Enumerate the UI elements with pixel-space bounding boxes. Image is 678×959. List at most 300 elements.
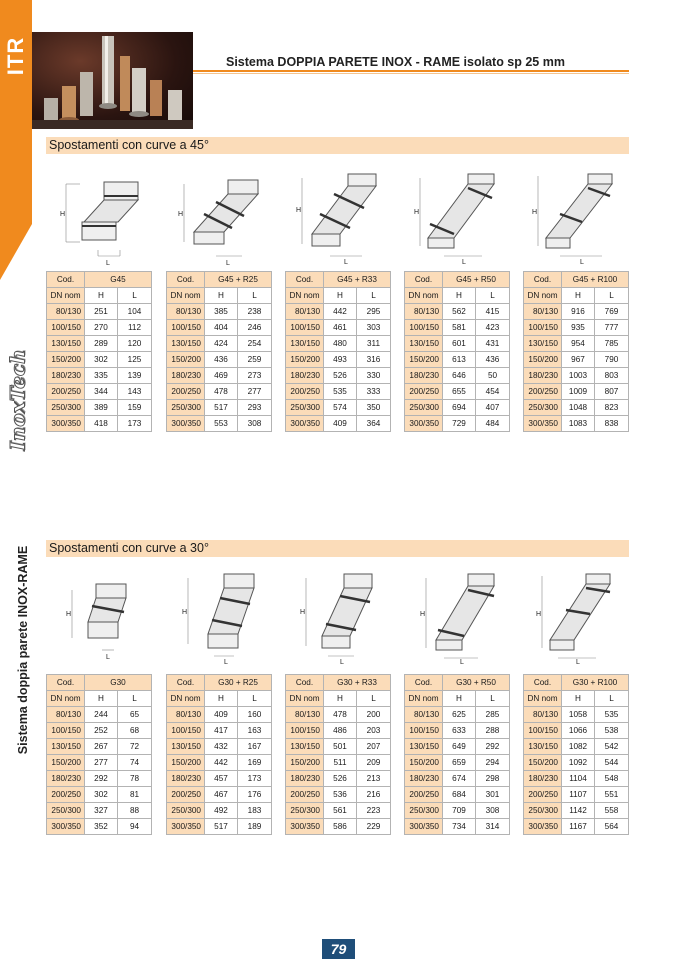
table-cell: 207 (357, 739, 391, 755)
table-cell: 150/200 (167, 755, 205, 771)
table-cell: 150/200 (405, 352, 443, 368)
table-cell: G30 + R25 (205, 675, 272, 691)
table-cell: 694 (443, 400, 476, 416)
table-cell: 352 (85, 819, 118, 835)
table-cell: 493 (324, 352, 357, 368)
table-row (167, 352, 272, 368)
table-cell: 180/230 (524, 771, 562, 787)
table-cell: 100/150 (167, 723, 205, 739)
table-cell: DN nom (405, 691, 443, 707)
table-cell: 200/250 (167, 384, 205, 400)
table-row (167, 819, 272, 835)
table-row (524, 368, 629, 384)
table-cell: 442 (205, 755, 238, 771)
table-row (286, 352, 391, 368)
table-row (524, 400, 629, 416)
diagram-g30 (64, 576, 150, 668)
table-row (167, 336, 272, 352)
table-cell: 173 (118, 416, 152, 432)
table-cell: DN nom (47, 288, 85, 304)
table-cell: 501 (324, 739, 357, 755)
table-cell: 173 (238, 771, 272, 787)
diagram-h-label: H (300, 609, 306, 616)
table-row (524, 352, 629, 368)
table-cell: 469 (205, 368, 238, 384)
table-cell: 130/150 (286, 739, 324, 755)
table-cell: Cod. (167, 675, 205, 691)
diagram-g45-r50 (412, 172, 498, 264)
table-cell: DN nom (286, 691, 324, 707)
table-cell: 1082 (562, 739, 595, 755)
table-cell: H (562, 691, 595, 707)
table-row (524, 416, 629, 432)
diagram-l-label: L (106, 260, 110, 267)
table-row (167, 803, 272, 819)
table-cell: 273 (238, 368, 272, 384)
table-row (47, 771, 152, 787)
table-cell: 300/350 (524, 416, 562, 432)
table-cell: 292 (85, 771, 118, 787)
table-cell: 180/230 (524, 368, 562, 384)
page-header-title: Sistema DOPPIA PARETE INOX - RAME isolato sp 25 mm (226, 55, 565, 69)
table-cell: 120 (118, 336, 152, 352)
table-cell: 418 (85, 416, 118, 432)
table-cell: 167 (238, 739, 272, 755)
table-cell: 251 (85, 304, 118, 320)
table-cell: 289 (85, 336, 118, 352)
table-cell: 293 (238, 400, 272, 416)
table-cell: 330 (357, 368, 391, 384)
table-cell: 655 (443, 384, 476, 400)
table-row (47, 416, 152, 432)
table-row (524, 384, 629, 400)
table-cell: 259 (238, 352, 272, 368)
table-g30-r25 (166, 674, 272, 835)
table-cell: 389 (85, 400, 118, 416)
table-row (47, 723, 152, 739)
table-row (286, 336, 391, 352)
table-cell: 536 (324, 787, 357, 803)
table-row (405, 416, 510, 432)
table-cell: 72 (118, 739, 152, 755)
header-rule (193, 70, 629, 72)
table-cell: 461 (324, 320, 357, 336)
table-cell: H (205, 691, 238, 707)
table-row (286, 755, 391, 771)
table-cell: G45 (85, 272, 152, 288)
table-row (47, 819, 152, 835)
table-g45-r25 (166, 271, 272, 432)
diagram-g45 (58, 176, 144, 268)
table-cell: 78 (118, 771, 152, 787)
table-cell: 478 (205, 384, 238, 400)
vertical-section-title: Sistema doppia parete INOX-RAME (16, 545, 30, 755)
table-g45 (46, 271, 152, 432)
table-cell: 333 (357, 384, 391, 400)
table-row (405, 771, 510, 787)
table-cell: 200/250 (524, 384, 562, 400)
table-row (286, 723, 391, 739)
table-cell: 308 (238, 416, 272, 432)
table-cell: 344 (85, 384, 118, 400)
table-cell: DN nom (405, 288, 443, 304)
table-cell: 50 (476, 368, 510, 384)
table-cell: Cod. (524, 675, 562, 691)
table-cell: 160 (238, 707, 272, 723)
table-cell: 176 (238, 787, 272, 803)
table-cell: 542 (595, 739, 629, 755)
table-cell: 238 (238, 304, 272, 320)
table-cell: 203 (357, 723, 391, 739)
table-row (47, 336, 152, 352)
table-row (286, 384, 391, 400)
table-cell: 180/230 (286, 368, 324, 384)
table-cell: 150/200 (405, 755, 443, 771)
table-cell: 1167 (562, 819, 595, 835)
table-row (405, 755, 510, 771)
table-cell: 564 (595, 819, 629, 835)
table-cell: 81 (118, 787, 152, 803)
table-cell: 163 (238, 723, 272, 739)
table-cell: 150/200 (167, 352, 205, 368)
table-cell: 1107 (562, 787, 595, 803)
table-cell: L (238, 288, 272, 304)
table-row (405, 400, 510, 416)
table-cell: 200/250 (405, 787, 443, 803)
table-cell: 535 (595, 707, 629, 723)
table-cell: 130/150 (167, 336, 205, 352)
table-row (167, 787, 272, 803)
table-cell: 200/250 (47, 787, 85, 803)
table-row (286, 368, 391, 384)
diagram-l-label: L (224, 659, 228, 664)
table-cell: 250/300 (47, 803, 85, 819)
table-cell: 954 (562, 336, 595, 352)
table-cell: 150/200 (524, 352, 562, 368)
section-band-30 (46, 540, 629, 557)
table-cell: G45 + R50 (443, 272, 510, 288)
table-cell: Cod. (405, 272, 443, 288)
table-cell: 790 (595, 352, 629, 368)
table-cell: 916 (562, 304, 595, 320)
table-row (405, 384, 510, 400)
table-row (524, 787, 629, 803)
table-cell: 1104 (562, 771, 595, 787)
table-cell: 130/150 (524, 336, 562, 352)
table-cell: 130/150 (47, 739, 85, 755)
table-cell: 200/250 (167, 787, 205, 803)
table-row (167, 304, 272, 320)
table-cell: DN nom (167, 691, 205, 707)
table-cell: 250/300 (167, 400, 205, 416)
table-cell: L (357, 288, 391, 304)
table-row (47, 739, 152, 755)
chimney-pipes-photo (32, 32, 193, 129)
table-row (524, 723, 629, 739)
table-cell: 250/300 (524, 803, 562, 819)
table-cell: 586 (324, 819, 357, 835)
table-cell: 200/250 (524, 787, 562, 803)
table-cell: 935 (562, 320, 595, 336)
table-cell: 350 (357, 400, 391, 416)
table-cell: 250/300 (286, 803, 324, 819)
table-cell: 295 (357, 304, 391, 320)
table-cell: 68 (118, 723, 152, 739)
table-cell: H (85, 288, 118, 304)
table-cell: 213 (357, 771, 391, 787)
table-cell: 180/230 (47, 368, 85, 384)
table-cell: 409 (205, 707, 238, 723)
table-row (47, 352, 152, 368)
table-cell: 601 (443, 336, 476, 352)
table-cell: 180/230 (286, 771, 324, 787)
table-cell: 250/300 (405, 400, 443, 416)
table-cell: 302 (85, 352, 118, 368)
table-cell: 558 (595, 803, 629, 819)
table-cell: 526 (324, 771, 357, 787)
table-row (286, 803, 391, 819)
section-title-45: Spostamenti con curve a 45° (49, 138, 209, 152)
table-cell: 308 (476, 803, 510, 819)
table-cell: 511 (324, 755, 357, 771)
table-cell: H (562, 288, 595, 304)
table-cell: 553 (205, 416, 238, 432)
table-cell: 300/350 (47, 819, 85, 835)
diagram-h-label: H (420, 611, 426, 618)
table-cell: 267 (85, 739, 118, 755)
table-cell: 100/150 (524, 320, 562, 336)
diagram-h-label: H (60, 211, 66, 218)
table-cell: 454 (476, 384, 510, 400)
table-cell: 562 (443, 304, 476, 320)
table-row (286, 400, 391, 416)
table-cell: 633 (443, 723, 476, 739)
table-cell: 364 (357, 416, 391, 432)
table-cell: 581 (443, 320, 476, 336)
table-cell: 517 (205, 400, 238, 416)
table-row (47, 320, 152, 336)
table-cell: 277 (85, 755, 118, 771)
diagram-g30-r50 (418, 572, 504, 664)
table-cell: L (357, 691, 391, 707)
table-row (47, 368, 152, 384)
table-cell: 300/350 (405, 819, 443, 835)
table-cell: 478 (324, 707, 357, 723)
table-row (286, 739, 391, 755)
table-cell: 1048 (562, 400, 595, 416)
table-cell: 100/150 (286, 320, 324, 336)
table-cell: 150/200 (47, 755, 85, 771)
table-cell: 288 (476, 723, 510, 739)
table-cell: G45 + R33 (324, 272, 391, 288)
table-cell: 404 (205, 320, 238, 336)
table-cell: 244 (85, 707, 118, 723)
table-cell: 150/200 (47, 352, 85, 368)
table-cell: Cod. (286, 272, 324, 288)
table-cell: 823 (595, 400, 629, 416)
table-cell: 250/300 (167, 803, 205, 819)
table-cell: L (238, 691, 272, 707)
table-cell: 80/130 (405, 304, 443, 320)
table-cell: 838 (595, 416, 629, 432)
table-row (47, 400, 152, 416)
table-cell: 1142 (562, 803, 595, 819)
table-cell: H (443, 288, 476, 304)
table-cell: 189 (238, 819, 272, 835)
table-cell: 159 (118, 400, 152, 416)
table-cell: 535 (324, 384, 357, 400)
table-row (47, 755, 152, 771)
table-cell: 734 (443, 819, 476, 835)
itr-logo: ITR (3, 36, 29, 76)
table-cell: L (476, 288, 510, 304)
table-cell: 143 (118, 384, 152, 400)
table-cell: Cod. (405, 675, 443, 691)
diagram-h-label: H (296, 207, 302, 214)
table-cell: 80/130 (47, 707, 85, 723)
table-row (167, 368, 272, 384)
table-row (524, 707, 629, 723)
table-cell: 314 (476, 819, 510, 835)
table-cell: DN nom (524, 691, 562, 707)
table-cell: 80/130 (286, 304, 324, 320)
table-row (167, 707, 272, 723)
table-cell: 80/130 (286, 707, 324, 723)
table-cell: 967 (562, 352, 595, 368)
table-row (286, 416, 391, 432)
table-cell: 785 (595, 336, 629, 352)
table-cell: DN nom (286, 288, 324, 304)
table-cell: 80/130 (524, 707, 562, 723)
table-cell: 769 (595, 304, 629, 320)
table-row (167, 771, 272, 787)
table-cell: 130/150 (167, 739, 205, 755)
table-cell: 659 (443, 755, 476, 771)
table-row (405, 739, 510, 755)
table-cell: 80/130 (405, 707, 443, 723)
table-cell: 250/300 (286, 400, 324, 416)
table-cell: 480 (324, 336, 357, 352)
table-cell: 88 (118, 803, 152, 819)
table-cell: G45 + R100 (562, 272, 629, 288)
diagram-g30-r100 (534, 572, 620, 664)
table-cell: 327 (85, 803, 118, 819)
table-row (405, 723, 510, 739)
table-row (286, 819, 391, 835)
table-cell: 80/130 (47, 304, 85, 320)
table-cell: G30 + R33 (324, 675, 391, 691)
table-cell: 303 (357, 320, 391, 336)
table-cell: 139 (118, 368, 152, 384)
table-row (524, 803, 629, 819)
table-cell: 270 (85, 320, 118, 336)
table-row (167, 739, 272, 755)
table-cell: 250/300 (405, 803, 443, 819)
header-rule-light (193, 73, 629, 74)
table-cell: 183 (238, 803, 272, 819)
table-cell: 285 (476, 707, 510, 723)
table-cell: 300/350 (286, 819, 324, 835)
table-cell: 803 (595, 368, 629, 384)
table-row (167, 400, 272, 416)
table-cell: 409 (324, 416, 357, 432)
table-cell: 807 (595, 384, 629, 400)
table-cell: H (324, 691, 357, 707)
diagram-l-label: L (344, 259, 348, 264)
table-cell: 302 (85, 787, 118, 803)
table-cell: 277 (238, 384, 272, 400)
table-cell: 777 (595, 320, 629, 336)
table-cell: 415 (476, 304, 510, 320)
diagram-g45-r25 (176, 176, 262, 268)
table-cell: Cod. (167, 272, 205, 288)
diagram-l-label: L (462, 259, 466, 264)
table-cell: DN nom (47, 691, 85, 707)
table-cell: 100/150 (47, 723, 85, 739)
table-cell: 200/250 (286, 384, 324, 400)
table-row (405, 368, 510, 384)
table-cell: 625 (443, 707, 476, 723)
table-cell: 294 (476, 755, 510, 771)
table-g30-r50 (404, 674, 510, 835)
table-cell: 250/300 (524, 400, 562, 416)
table-cell: 200/250 (47, 384, 85, 400)
inoxtech-logo: InoxTech (6, 349, 31, 451)
table-cell: 492 (205, 803, 238, 819)
table-row (524, 819, 629, 835)
table-cell: 200 (357, 707, 391, 723)
table-row (47, 803, 152, 819)
table-cell: L (476, 691, 510, 707)
diagram-l-label: L (106, 654, 110, 661)
table-row (47, 304, 152, 320)
table-cell: 80/130 (524, 304, 562, 320)
table-cell: 125 (118, 352, 152, 368)
table-row (405, 787, 510, 803)
table-g45-r100 (523, 271, 629, 432)
table-cell: 112 (118, 320, 152, 336)
table-row (167, 384, 272, 400)
table-cell: L (118, 288, 152, 304)
table-cell: 613 (443, 352, 476, 368)
table-cell: H (324, 288, 357, 304)
table-cell: 486 (324, 723, 357, 739)
table-cell: 457 (205, 771, 238, 787)
table-cell: 1003 (562, 368, 595, 384)
table-cell: Cod. (286, 675, 324, 691)
table-cell: 298 (476, 771, 510, 787)
table-g30 (46, 674, 152, 835)
table-cell: 1058 (562, 707, 595, 723)
table-cell: 169 (238, 755, 272, 771)
table-row (524, 336, 629, 352)
table-cell: 130/150 (405, 739, 443, 755)
table-cell: 200/250 (286, 787, 324, 803)
table-cell: 335 (85, 368, 118, 384)
table-cell: 300/350 (405, 416, 443, 432)
table-cell: 130/150 (286, 336, 324, 352)
table-cell: 436 (205, 352, 238, 368)
table-cell: 431 (476, 336, 510, 352)
table-row (47, 384, 152, 400)
table-cell: 432 (205, 739, 238, 755)
table-cell: 423 (476, 320, 510, 336)
table-cell: 300/350 (167, 416, 205, 432)
table-cell: G45 + R25 (205, 272, 272, 288)
table-cell: 1009 (562, 384, 595, 400)
diagram-h-label: H (414, 209, 420, 216)
table-cell: 180/230 (405, 368, 443, 384)
